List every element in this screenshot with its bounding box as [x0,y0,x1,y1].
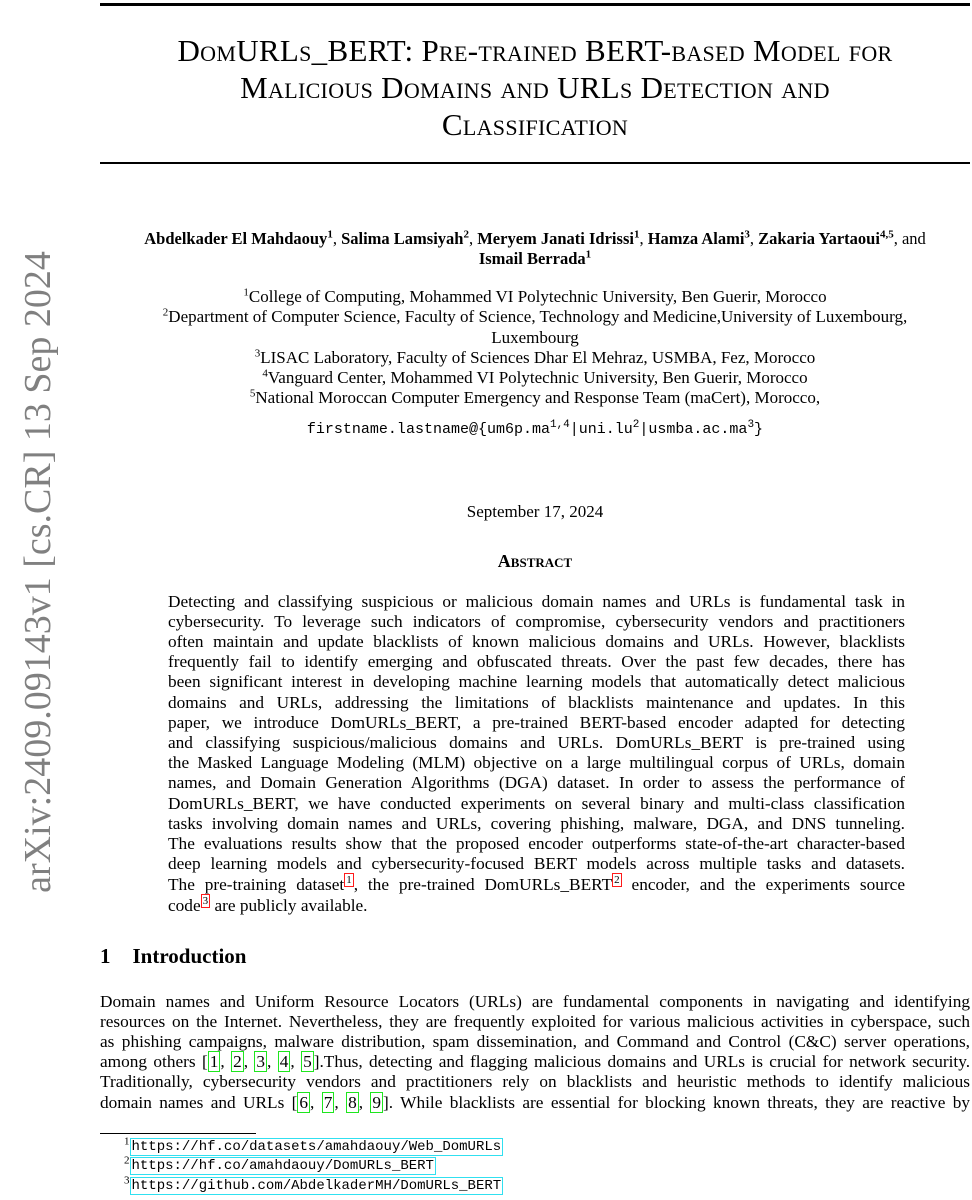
footnote-rule [100,1133,256,1134]
author-sup: 1 [633,228,640,241]
author: Zakaria Yartaoui [758,229,880,248]
author-sup: 1 [327,228,333,241]
affiliation-sup: 1 [243,286,249,299]
citation-link[interactable]: 7 [323,1093,333,1112]
affiliations [100,287,970,409]
text: , the pre-trained DomURLs_BERT [353,875,613,894]
email-part: } [754,421,764,438]
footnote-link[interactable]: 3 [202,895,209,908]
abstract-line [168,896,905,916]
footnote-link[interactable]: 2 [614,874,620,887]
author-sup: 2 [463,228,469,241]
intro-line: resources on the Internet. Nevertheless, they are frequently exploited for various malicious activities in cyberspace, such [100,1012,970,1031]
citation-link[interactable]: 3 [256,1052,266,1071]
text: ].Thus, detecting and flagging malicious domains and URLs is crucial for network security. [313,1052,971,1071]
email-sup: 3 [747,419,755,431]
footnote [124,1174,503,1195]
affiliation-text: LISAC Laboratory, Faculty of Sciences Dhar El Mehraz, USMBA, Fez, Morocco [260,347,816,367]
author-sup: 1 [585,248,592,261]
footnote [124,1135,503,1156]
text: are publicly available. [210,896,368,915]
abstract-line: cybersecurity. To leverage such indicators of compromise, cybersecurity vendors and practitioners [168,612,905,631]
citation-link[interactable]: 4 [279,1052,289,1071]
section-title: Introduction [132,944,247,968]
intro-line: among others [ 1 , 2 , 3 , 4 , 5 ].Thus, detecting and flagging malicious domains and URLs is crucial for network security. [100,1052,971,1071]
intro-line: domain names and URLs [ 6 , 7 , 8 , 9 ]. While blacklists are essential for blocking known threats, they are reactive by [100,1093,971,1112]
abstract-heading: Abstract [497,551,573,571]
abstract-line: deep learning models and cybersecurity-focused BERT models across multiple tasks and datasets. [168,854,905,873]
author-sup: 4,5 [879,228,894,241]
author: Ismail Berrada [478,249,586,268]
abstract-line [168,875,905,895]
author-sup: 3 [744,228,750,241]
abstract-line: domains and URLs, addressing the limitations of blacklists maintenance and updates. In this [168,693,905,712]
authors-line-1: Abdelkader El Mahdaouy$^1$, Salima Lamsiyah$^2$, Meryem Janati Idrissi$^1$, Hamza Alami$^3$, Zakaria Yartaoui$^{4,5}$, and [144,228,926,248]
citation-link[interactable]: 6 [299,1093,309,1112]
affiliation-text: National Moroccan Computer Emergency and Response Team (maCert), Morocco, [255,388,821,408]
title-line-1: DomURLs_BERT: Pre-trained BERT-based Model for [177,33,893,68]
arxiv-stamp[interactable]: arXiv:2409.09143v1 [cs.CR] 13 Sep 2024 [17,251,59,893]
intro-line: Domain names and Uniform Resource Locators (URLs) are fundamental components in navigating and identifying [100,992,970,1011]
footnote-number: 3 [124,1174,130,1187]
top-rule [100,3,970,6]
abstract-line: frequently fail to identify emerging and obfuscated threats. Over the past few decades, there has [168,652,905,671]
footnote [124,1154,436,1175]
email-part: |usmba.ac.ma [639,421,748,438]
authors-line-2 [100,249,970,269]
citation-link[interactable]: 1 [209,1052,219,1071]
section-number: 1 [100,944,111,968]
citation-link[interactable]: 8 [348,1093,357,1112]
affiliation [100,388,970,408]
footnote-url[interactable]: https://hf.co/datasets/amahdaouy/Web_DomURLs [131,1139,502,1155]
and-text: , and [893,229,926,248]
intro-line: Traditionally, cybersecurity vendors and practitioners rely on blacklists and heuristic methods to identify malicious [100,1072,970,1091]
affiliation-text: Vanguard Center, Mohammed VI Polytechnic University, Ben Guerir, Morocco [267,368,808,388]
text: encoder, and the experiments source [621,875,906,894]
title-line-2: Malicious Domains and URLs Detection and [240,70,830,105]
abstract-line: DomURLs_BERT, we have conducted experiments on several binary and multi-class classification [168,794,905,813]
footnote-url[interactable]: https://github.com/AbdelkaderMH/DomURLs_BERT [131,1178,502,1194]
footnote-number: 2 [124,1154,130,1167]
text: among others [ [100,1052,208,1071]
affiliation-sup: 5 [249,387,256,400]
citation-link[interactable]: 2 [233,1052,242,1071]
affiliation-text: Department of Computer Science, Faculty of Science, Technology and Medicine,University of Luxembourg, [168,307,908,327]
abstract-line: tasks involving domain names and URLs, covering phishing, malware, DGA, and DNS tunneling. [168,814,905,833]
abstract-line: paper, we introduce DomURLs_BERT, a pre-trained BERT-based encoder adapted for detecting [168,713,905,732]
affiliation [100,348,970,368]
affiliation-sup: 3 [254,347,261,360]
author: Abdelkader El Mahdaouy [144,229,328,248]
affiliation-sup: 2 [162,306,169,319]
email-part: firstname.lastname@{um6p.ma [306,421,550,438]
affiliation-text: Luxembourg [491,327,579,347]
section-heading [100,944,246,969]
text: The pre-training dataset [168,875,345,894]
email-sup: 2 [632,419,640,431]
citation-link[interactable]: 5 [303,1052,312,1071]
footnote-url[interactable]: https://hf.co/amahdaouy/DomURLs_BERT [131,1158,434,1174]
abstract-line: been significant interest in developing machine learning models that automatically detect malicious [168,672,905,691]
email-sup: 1,4 [549,419,570,431]
abstract-line: names, and Domain Generation Algorithms (DGA) dataset. In order to assess the performance of [168,773,905,792]
affiliation [100,368,970,388]
abstract-line: often maintain and update blacklists of known malicious domains and URLs. However, blacklists [168,632,905,651]
abstract-line: and classifying suspicious/malicious domains and URLs. DomURLs_BERT is pre-trained using [168,733,905,752]
abstract-line: the Masked Language Modeling (MLM) objective on a large multilingual corpus of URLs, domain [168,753,905,772]
author: Meryem Janati Idrissi [477,229,634,248]
email-part: |uni.lu [569,421,633,438]
affiliation-text: College of Computing, Mohammed VI Polytechnic University, Ben Guerir, Morocco [248,287,827,306]
text: code [168,896,201,915]
author: Salima Lamsiyah [341,229,464,248]
abstract-line: The evaluations results show that the proposed encoder outperforms state-of-the-art character-based [168,834,905,853]
date: September 17, 2024 [466,502,604,521]
affiliation [100,287,970,307]
text: ]. While blacklists are essential for blocking known threats, they are reactive by [383,1093,971,1112]
author: Hamza Alami [647,229,745,248]
text: domain names and URLs [ [100,1093,298,1112]
footnote-number: 1 [124,1135,130,1148]
intro-line: as phishing campaigns, malware distribution, spam dissemination, and Command and Control (C&C) server operations, [100,1032,970,1051]
affiliation-sup: 4 [262,367,268,380]
abstract-line: Detecting and classifying suspicious or malicious domain names and URLs is fundamental task in [168,592,905,611]
email-line [100,420,970,440]
affiliation [100,328,970,348]
footnote-link[interactable]: 1 [346,874,352,887]
affiliation [100,307,970,327]
title-bottom-rule [100,162,970,164]
title-line-3: Classification [441,107,629,142]
citation-link[interactable]: 9 [372,1093,382,1112]
